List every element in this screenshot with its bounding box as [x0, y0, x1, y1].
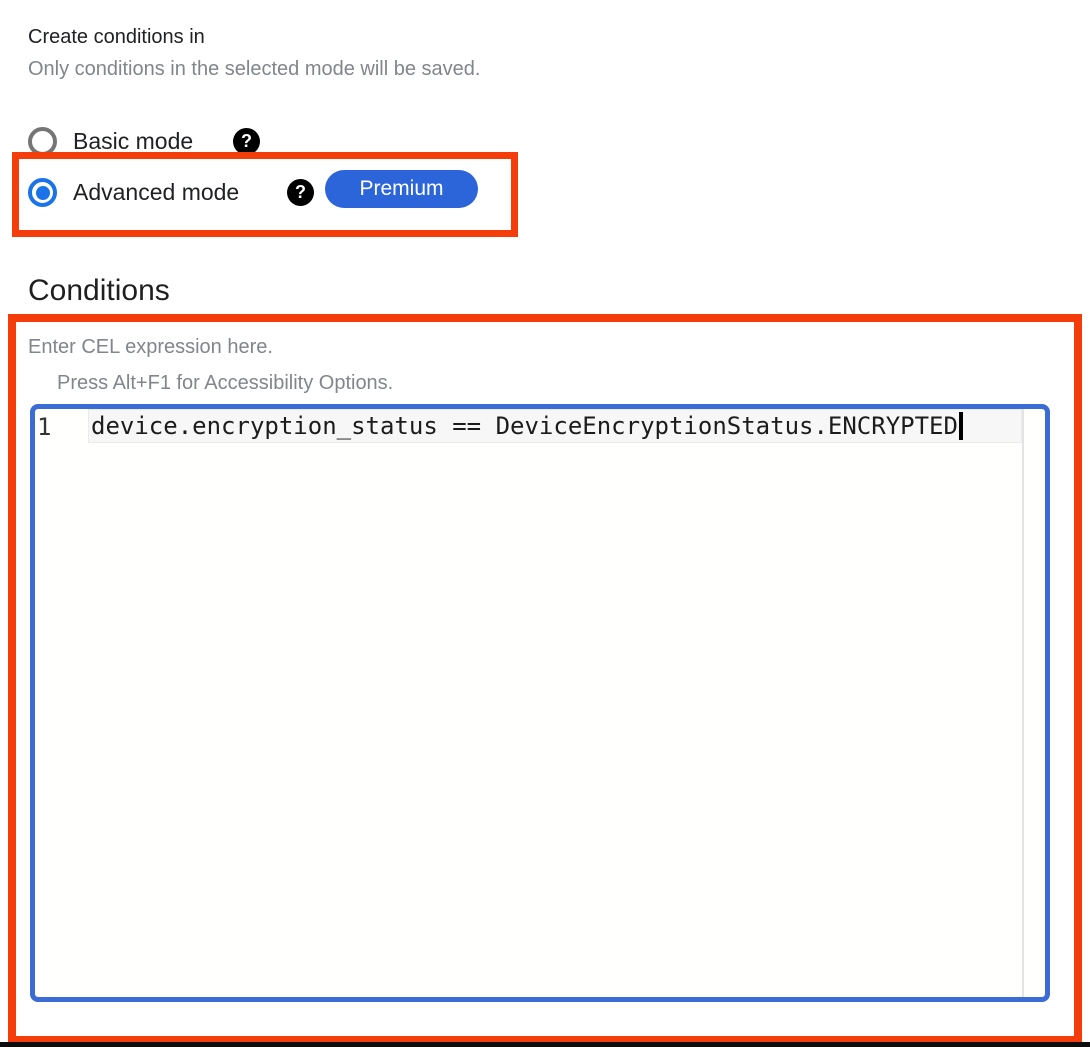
- editor-scrollbar-track[interactable]: [1022, 409, 1024, 997]
- editor-active-line[interactable]: [88, 409, 1022, 443]
- cel-expression-text[interactable]: device.encryption_status == DeviceEncryptionStatus.ENCRYPTED: [91, 412, 958, 440]
- section-subtitle: Only conditions in the selected mode will be saved.: [28, 58, 481, 80]
- advanced-mode-label[interactable]: Advanced mode: [73, 179, 240, 205]
- premium-badge: Premium: [325, 170, 478, 208]
- editor-line-number-gutter[interactable]: 1: [37, 413, 52, 441]
- accessibility-hint: Press Alt+F1 for Accessibility Options.: [57, 372, 394, 394]
- window-bottom-edge: [0, 1042, 1090, 1047]
- radio-selected-dot: [36, 186, 50, 200]
- text-cursor: [959, 412, 963, 440]
- advanced-mode-help-icon[interactable]: ?: [287, 179, 314, 206]
- basic-mode-help-icon[interactable]: ?: [233, 128, 260, 155]
- advanced-mode-radio[interactable]: [28, 178, 57, 207]
- basic-mode-radio[interactable]: [28, 127, 57, 156]
- conditions-heading: Conditions: [28, 274, 170, 307]
- section-title: Create conditions in: [28, 26, 205, 48]
- cel-expression-hint: Enter CEL expression here.: [28, 336, 273, 358]
- cel-code-editor[interactable]: [30, 404, 1050, 1002]
- basic-mode-label[interactable]: Basic mode: [73, 128, 194, 154]
